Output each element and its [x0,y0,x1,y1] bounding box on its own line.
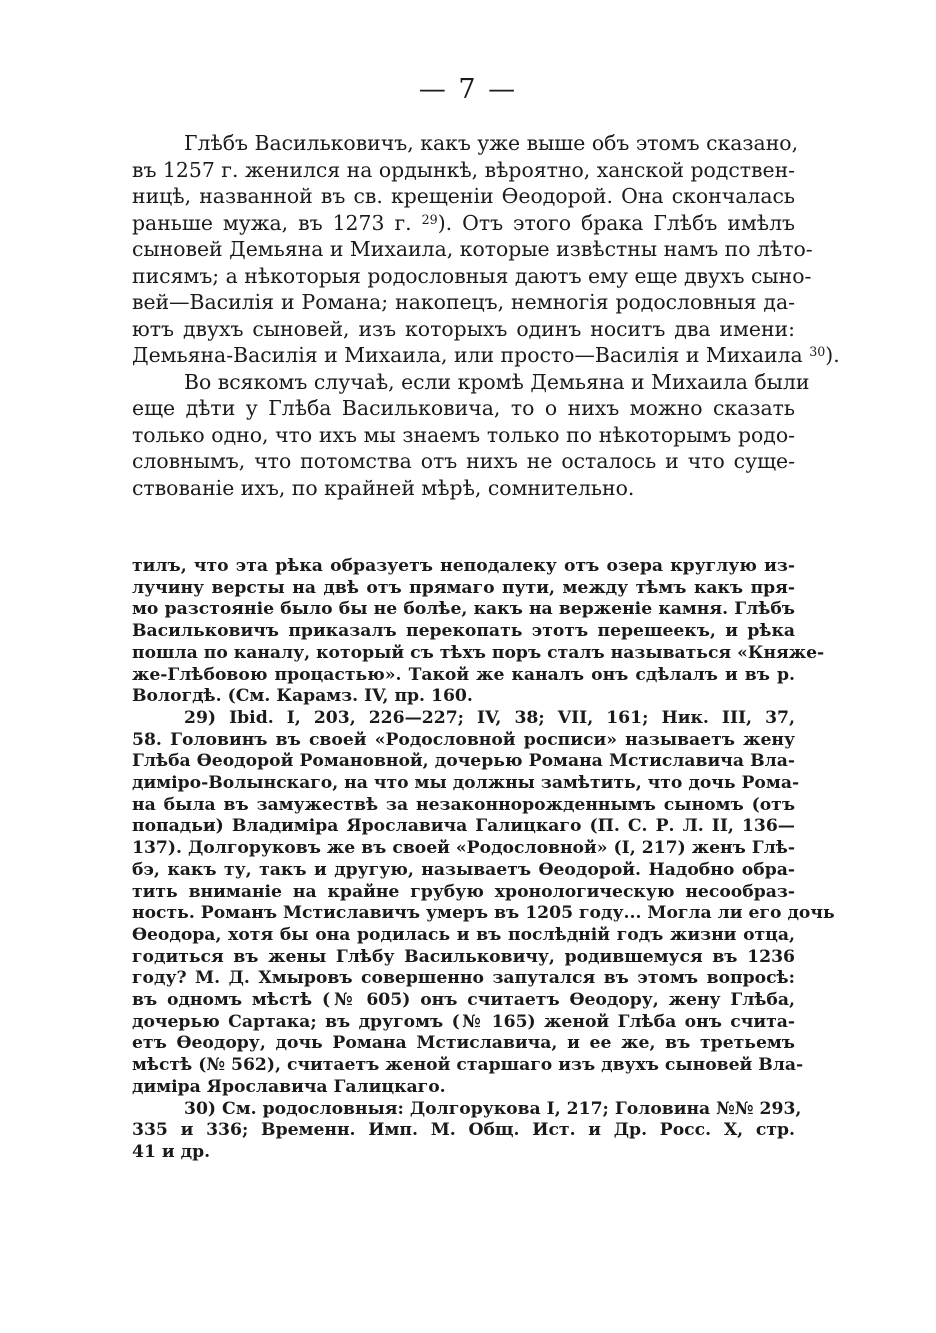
text-line-with-ref [132,342,840,369]
footnote-line: пошла по каналу, который съ тѣхъ поръ сталъ называться «Княже- [132,642,825,663]
paragraph-1 [132,130,840,369]
page-number: — 7 — [418,74,518,105]
footnote-line: диміра Ярославича Галицкаго. [132,1076,446,1097]
footnote-line: на была въ замужествѣ за незаконнорожденнымъ сыномъ (отъ [132,794,795,815]
footnote-line: Вологдѣ. (См. Карамз. IV, пр. 160. [132,686,473,707]
footnote-line: попадьи) Владиміра Ярославича Галицкаго (П. С. Р. Л. II, 136— [132,816,795,837]
footnote-line: въ одномъ мѣстѣ (№ 605) онъ считаетъ Ѳеодору, жену Глѣба, [132,990,795,1011]
text-segment: ). Отъ этого брака Глѣбъ имѣлъ [437,210,795,235]
text-segment: Демьяна-Василія и Михаила, или просто—Василія и Михаила [132,343,803,367]
text-line: Глѣбъ Васильковичъ, какъ уже выше объ этомъ сказано, [184,131,799,155]
footnote-line: Васильковичъ приказалъ перекопать этотъ перешеекъ, и рѣка [132,621,795,642]
footnote-line: 29) Ibid. I, 203, 226—227; IV, 38; VII, 161; Ник. III, 37, [184,707,795,728]
text-line: словнымъ, что потомства отъ нихъ не осталось и что суще- [132,449,795,473]
text-segment: раньше мужа, въ 1273 г. [132,210,412,235]
footnote-line: 335 и 336; Временн. Имп. М. Общ. Ист. и Др. Росс. X, стр. [132,1120,795,1141]
text-line: сыновей Демьяна и Михаила, которые извѣстны намъ по лѣто- [132,237,813,261]
footnote-line: годиться въ жены Глѣбу Васильковичу, родившемуся въ 1236 [132,946,795,967]
text-line: только одно, что ихъ мы знаемъ только по нѣкоторымъ родо- [132,422,795,447]
footnote-line: лучину версты на двѣ отъ прямаго пути, между тѣмъ какъ пря- [132,577,795,598]
text-line: еще дѣти у Глѣба Васильковича, то о нихъ можно сказать [132,396,795,420]
footnote-line: етъ Ѳеодору, дочь Романа Мстиславича, и ее же, въ третьемъ [132,1033,795,1054]
text-line: ютъ двухъ сыновей, изъ которыхъ одинъ носитъ два имени: [132,316,795,341]
text-segment: ). [825,343,840,367]
text-line: ницѣ, названной въ св. крещеніи Ѳеодорой. Она скончалась [132,184,795,208]
footnote-line: диміро-Волынскаго, на что мы должны замѣтить, что дочь Рома- [132,773,800,794]
paragraph-2 [132,369,810,502]
text-line: ствованіе ихъ, по крайней мѣрѣ, сомнительно. [132,475,635,500]
text-line: вей—Василія и Романа; накопецъ, немногія родословныя да- [132,290,795,314]
footnote-30 [132,1098,802,1164]
footnote-line: ность. Романъ Мстиславичъ умеръ въ 1205 году... Могла ли его дочь [132,903,835,924]
footnote-line: мо разстояніе было бы не болѣе, какъ на верженіе камня. Глѣбъ [132,599,795,620]
footnote-line: 41 и др. [132,1141,211,1162]
footnote-ref[interactable]: 30 [809,344,826,359]
footnote-line: мѣстѣ (№ 562), считаетъ женой старшаго изъ двухъ сыновей Вла- [132,1055,804,1076]
footnote-line: 30) См. родословныя: Долгорукова I, 217; Головина №№ 293, [184,1098,802,1119]
text-line: Во всякомъ случаѣ, если кромѣ Демьяна и Михаила были [184,369,810,394]
footnote-line: 58. Головинъ въ своей «Родословной росписи» называетъ жену [132,729,795,750]
footnote-line: же-Глѣбовою процастью». Такой же каналъ онъ сдѣлалъ и въ р. [132,664,795,685]
text-line: въ 1257 г. женился на ордынкѣ, вѣроятно, ханской родствен- [132,157,796,182]
footnote-29 [132,707,835,1099]
text-line: писямъ; а нѣкоторыя родословныя даютъ ему еще двухъ сыно- [132,263,812,288]
footnote-line: тилъ, что эта рѣка образуетъ неподалеку отъ озера круглую из- [132,556,795,576]
footnote-line: 137). Долгоруковъ же въ своей «Родословной» (I, 217) женъ Глѣ- [132,838,795,859]
footnote-line: тить вниманіе на крайне грубую хронологическую несообраз- [132,881,795,902]
footnote-line: Глѣба Ѳеодорой Романовной, дочерью Романа Мстиславича Вла- [132,751,795,772]
footnotes [132,556,835,1164]
footnote-line: бэ, какъ ту, такъ и другую, называетъ Ѳеодорой. Надобно обра- [132,859,795,880]
footnote-line: году? М. Д. Хмыровъ совершенно запутался въ этомъ вопросѣ: [132,968,795,989]
footnote-line: дочерью Сартака; въ другомъ (№ 165) женой Глѣба онъ счита- [132,1011,795,1032]
footnote-continuation [132,556,825,708]
footnote-line: Ѳеодора, хотя бы она родилась и въ послѣдній годъ жизни отца, [132,924,795,945]
text-line-with-ref [132,210,795,237]
footnote-ref[interactable]: 29 [421,211,438,227]
main-text [132,130,840,501]
